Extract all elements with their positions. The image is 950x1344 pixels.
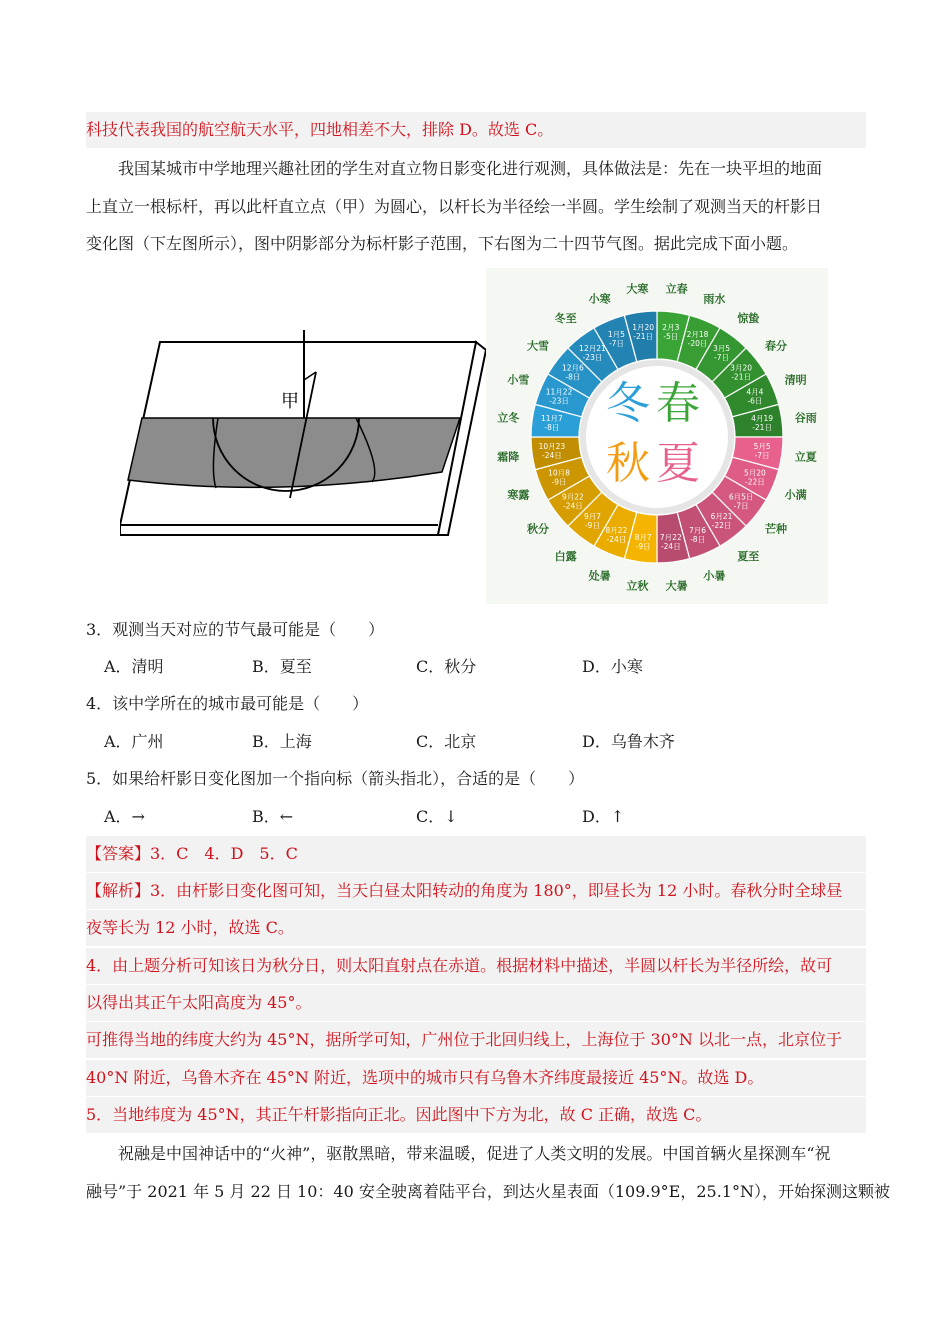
solar-terms-wheel [486,268,828,604]
term-date: -24日 [660,542,681,552]
center-summer-char: 夏 [656,438,700,489]
term-name: 小寒 [588,292,611,306]
term-date: -23日 [549,396,569,406]
term-name: 冬至 [554,311,577,325]
analysis-line-5: 可推得当地的纬度大约为 45°N，据所学可知，广州位于北回归线上，上海位于 30°N 以北一点，北京位于 [86,1022,866,1058]
question-3-stem: 3．观测当天对应的节气最可能是（ ） [86,620,385,639]
term-date: -6日 [747,396,763,406]
term-date: 12月6 [561,363,584,373]
term-name: 小雪 [507,373,530,387]
passage-line-2: 上直立一根标杆，再以此杆直立点（甲）为圆心，以杆长为半径绘一半圆。学生绘制了观测当天的杆影日 [86,197,823,216]
passage-line-3: 变化图（下左图所示），图中阴影部分为标杆影子范围，下右图为二十四节气图。据此完成下面小题。 [86,234,799,253]
term-name: 春分 [765,339,788,353]
point-jia-label: 甲 [281,391,299,412]
term-date: -8日 [690,534,706,544]
term-date: -22日 [745,477,765,487]
analysis-line-6: 40°N 附近，乌鲁木齐在 45°N 附近，选项中的城市只有乌鲁木齐纬度最接近 45°N。故选 D。 [86,1060,866,1096]
term-date: -22日 [711,521,732,531]
term-name: 清明 [784,373,807,387]
term-date: 5月20 [744,468,766,478]
term-name: 立冬 [497,411,520,425]
term-name: 立夏 [794,450,817,464]
term-date: 8月22 [605,525,628,535]
term-date: -21日 [633,331,654,341]
shadow-diagram [120,320,490,555]
term-date: -7日 [608,339,624,349]
term-name: 白露 [554,550,577,564]
q3-option-a[interactable]: A．清明 [104,657,164,676]
term-date: -9日 [635,542,651,552]
term-date: 7月22 [659,533,682,543]
term-date: -20日 [687,339,708,349]
analysis-line-7: 5．当地纬度为 45°N，其正午杆影指向正北。因此图中下方为北，故 C 正确，故选 C。 [86,1097,866,1133]
term-date: 1月20 [632,322,655,332]
term-date: 3月20 [730,363,753,373]
q5-option-b[interactable]: B．← [252,807,294,826]
term-name: 大雪 [526,339,549,353]
term-name: 小暑 [703,569,726,583]
q5-option-d[interactable]: D．↑ [582,807,625,826]
passage-line-1: 我国某城市中学地理兴趣社团的学生对直立物日影变化进行观测，具体做法是：先在一块平坦的地面 [118,159,823,178]
term-date: 5月5 [753,441,771,451]
term-date: 10月23 [538,441,566,451]
term-date: 4月4 [746,387,764,397]
term-date: -9日 [551,477,567,487]
term-date: -7日 [714,352,730,362]
term-name: 大寒 [626,282,649,296]
term-name: 夏至 [737,550,760,564]
term-date: 2月18 [686,330,709,340]
term-date: 11月22 [545,387,573,397]
term-date: -5日 [663,331,679,341]
q4-option-c[interactable]: C．北京 [416,732,477,751]
q3-option-b[interactable]: B．夏至 [252,657,312,676]
term-date: 9月7 [583,512,601,522]
term-date: -9日 [584,521,600,531]
term-name: 大暑 [665,579,688,593]
term-date: 6月21 [710,512,733,522]
prev-analysis-line: 科技代表我国的航空航天水平，四地相差不大，排除 D。故选 C。 [86,112,866,148]
center-autumn-char: 秋 [606,438,650,489]
question-5-stem: 5．如果给杆影日变化图加一个指向标（箭头指北），合适的是（ ） [86,769,585,788]
term-date: -7日 [733,501,749,511]
term-date: -24日 [606,534,627,544]
q4-option-a[interactable]: A．广州 [104,732,164,751]
term-date: 6月5日 [728,492,754,502]
term-date: 12月21 [579,343,606,353]
center-spring-char: 春 [656,378,700,429]
term-date: -8日 [565,372,581,382]
term-date: -8日 [544,423,560,433]
term-name: 惊蛰 [737,311,760,325]
term-date: 4月19 [751,414,774,424]
q3-option-d[interactable]: D．小寒 [582,657,643,676]
term-name: 处暑 [588,569,611,583]
term-date: -7日 [754,450,770,460]
analysis-line-3: 4．由上题分析可知该日为秋分日，则太阳直射点在赤道。根据材料中描述，半圆以杆长为半径所绘，故可 [86,948,866,984]
term-name: 谷雨 [794,411,817,425]
analysis-line-4: 以得出其正午太阳高度为 45°。 [86,985,866,1021]
analysis-line-2: 夜等长为 12 小时，故选 C。 [86,910,866,946]
answer-line: 【答案】3．C 4．D 5．C [86,836,866,872]
center-winter-char: 冬 [606,378,650,429]
term-date: -24日 [542,450,562,460]
term-name: 立春 [665,282,688,296]
q4-option-d[interactable]: D．乌鲁木齐 [582,732,675,751]
q3-option-c[interactable]: C．秋分 [416,657,477,676]
term-name: 秋分 [526,522,549,536]
term-name: 霜降 [497,450,520,464]
term-name: 芒种 [765,522,788,536]
term-date: 10月8 [548,468,570,478]
term-date: -23日 [582,352,603,362]
term-name: 雨水 [703,292,726,306]
term-date: 7月6 [689,525,707,535]
q5-option-c[interactable]: C．↓ [416,807,458,826]
term-name: 寒露 [507,488,530,502]
q5-option-a[interactable]: A．→ [104,807,145,826]
term-date: 2月3 [662,322,680,332]
q4-option-b[interactable]: B．上海 [252,732,312,751]
term-date: -24日 [563,501,583,511]
term-date: 9月22 [561,492,584,502]
analysis-line-1: 【解析】3．由杆影日变化图可知，当天白昼太阳转动的角度为 180°，即昼长为 12 小时。春秋分时全球昼 [86,873,866,909]
next-passage-line-2: 融号”于 2021 年 5 月 22 日 10：40 安全驶离着陆平台，到达火星表面（109.9°E，25.1°N），开始探测这颗被 [86,1182,890,1201]
term-name: 立秋 [626,579,649,593]
term-date: -21日 [752,423,772,433]
term-date: 3月5 [713,343,731,353]
term-date: 11月7 [540,414,563,424]
term-date: -21日 [731,372,751,382]
next-passage-line-1: 祝融是中国神话中的“火神”，驱散黑暗，带来温暖，促进了人类文明的发展。中国首辆火星探测车“祝 [118,1144,831,1163]
question-4-stem: 4．该中学所在的城市最可能是（ ） [86,694,369,713]
term-date: 8月7 [634,533,652,543]
term-name: 小满 [784,488,807,502]
term-date: 1月5 [607,330,625,340]
